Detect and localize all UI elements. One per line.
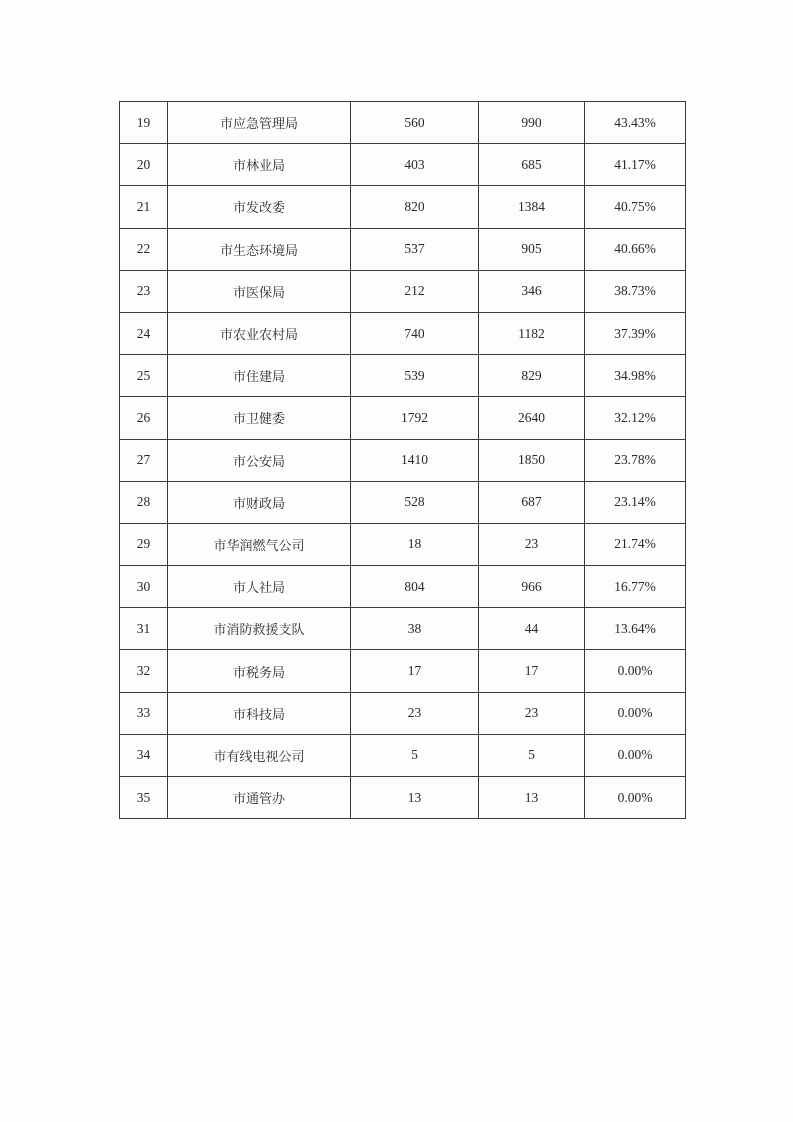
- value-a: 1410: [351, 439, 479, 481]
- value-b: 1384: [479, 186, 585, 228]
- table-row: [120, 144, 686, 186]
- value-b: 13: [479, 777, 585, 819]
- department-name: 市应急管理局: [168, 102, 351, 144]
- percentage: 0.00%: [585, 650, 686, 692]
- percentage: 21.74%: [585, 523, 686, 565]
- value-b: 1182: [479, 312, 585, 354]
- value-a: 539: [351, 355, 479, 397]
- table-row: [120, 355, 686, 397]
- value-a: 820: [351, 186, 479, 228]
- row-number: 31: [120, 608, 168, 650]
- value-b: 44: [479, 608, 585, 650]
- department-name: 市有线电视公司: [168, 734, 351, 776]
- table-row: [120, 397, 686, 439]
- table-row: [120, 439, 686, 481]
- percentage: 38.73%: [585, 270, 686, 312]
- percentage: 0.00%: [585, 734, 686, 776]
- value-a: 212: [351, 270, 479, 312]
- percentage: 0.00%: [585, 777, 686, 819]
- row-number: 35: [120, 777, 168, 819]
- table-row: [120, 734, 686, 776]
- table-row: [120, 481, 686, 523]
- department-name: 市科技局: [168, 692, 351, 734]
- value-a: 403: [351, 144, 479, 186]
- row-number: 21: [120, 186, 168, 228]
- value-a: 537: [351, 228, 479, 270]
- value-a: 804: [351, 566, 479, 608]
- department-name: 市税务局: [168, 650, 351, 692]
- percentage: 40.66%: [585, 228, 686, 270]
- row-number: 27: [120, 439, 168, 481]
- department-name: 市发改委: [168, 186, 351, 228]
- table-row: [120, 608, 686, 650]
- percentage: 23.14%: [585, 481, 686, 523]
- value-a: 528: [351, 481, 479, 523]
- row-number: 26: [120, 397, 168, 439]
- row-number: 22: [120, 228, 168, 270]
- percentage: 41.17%: [585, 144, 686, 186]
- percentage: 13.64%: [585, 608, 686, 650]
- value-b: 966: [479, 566, 585, 608]
- value-b: 905: [479, 228, 585, 270]
- department-name: 市财政局: [168, 481, 351, 523]
- value-a: 740: [351, 312, 479, 354]
- percentage: 37.39%: [585, 312, 686, 354]
- percentage: 23.78%: [585, 439, 686, 481]
- department-name: 市农业农村局: [168, 312, 351, 354]
- row-number: 33: [120, 692, 168, 734]
- value-a: 17: [351, 650, 479, 692]
- row-number: 30: [120, 566, 168, 608]
- row-number: 24: [120, 312, 168, 354]
- percentage: 34.98%: [585, 355, 686, 397]
- row-number: 32: [120, 650, 168, 692]
- value-a: 38: [351, 608, 479, 650]
- value-b: 346: [479, 270, 585, 312]
- row-number: 20: [120, 144, 168, 186]
- department-name: 市林业局: [168, 144, 351, 186]
- percentage: 0.00%: [585, 692, 686, 734]
- value-a: 1792: [351, 397, 479, 439]
- value-b: 23: [479, 523, 585, 565]
- value-b: 17: [479, 650, 585, 692]
- value-a: 5: [351, 734, 479, 776]
- row-number: 19: [120, 102, 168, 144]
- table-row: [120, 312, 686, 354]
- row-number: 29: [120, 523, 168, 565]
- department-name: 市医保局: [168, 270, 351, 312]
- row-number: 34: [120, 734, 168, 776]
- table-row: [120, 102, 686, 144]
- table-row: [120, 228, 686, 270]
- value-b: 1850: [479, 439, 585, 481]
- value-b: 687: [479, 481, 585, 523]
- row-number: 25: [120, 355, 168, 397]
- table-row: [120, 650, 686, 692]
- row-number: 23: [120, 270, 168, 312]
- table-row: [120, 186, 686, 228]
- percentage: 16.77%: [585, 566, 686, 608]
- value-b: 829: [479, 355, 585, 397]
- table-row: [120, 523, 686, 565]
- value-a: 560: [351, 102, 479, 144]
- value-b: 685: [479, 144, 585, 186]
- department-name: 市通管办: [168, 777, 351, 819]
- value-b: 2640: [479, 397, 585, 439]
- value-b: 990: [479, 102, 585, 144]
- table-row: [120, 566, 686, 608]
- department-name: 市卫健委: [168, 397, 351, 439]
- percentage: 32.12%: [585, 397, 686, 439]
- value-b: 5: [479, 734, 585, 776]
- table-row: [120, 692, 686, 734]
- data-table: [119, 101, 686, 819]
- department-name: 市人社局: [168, 566, 351, 608]
- table-row: [120, 270, 686, 312]
- value-a: 13: [351, 777, 479, 819]
- table-body: [120, 102, 686, 819]
- row-number: 28: [120, 481, 168, 523]
- department-name: 市公安局: [168, 439, 351, 481]
- department-name: 市消防救援支队: [168, 608, 351, 650]
- value-a: 18: [351, 523, 479, 565]
- percentage: 40.75%: [585, 186, 686, 228]
- department-name: 市华润燃气公司: [168, 523, 351, 565]
- department-name: 市住建局: [168, 355, 351, 397]
- department-name: 市生态环境局: [168, 228, 351, 270]
- value-b: 23: [479, 692, 585, 734]
- table-row: [120, 777, 686, 819]
- percentage: 43.43%: [585, 102, 686, 144]
- value-a: 23: [351, 692, 479, 734]
